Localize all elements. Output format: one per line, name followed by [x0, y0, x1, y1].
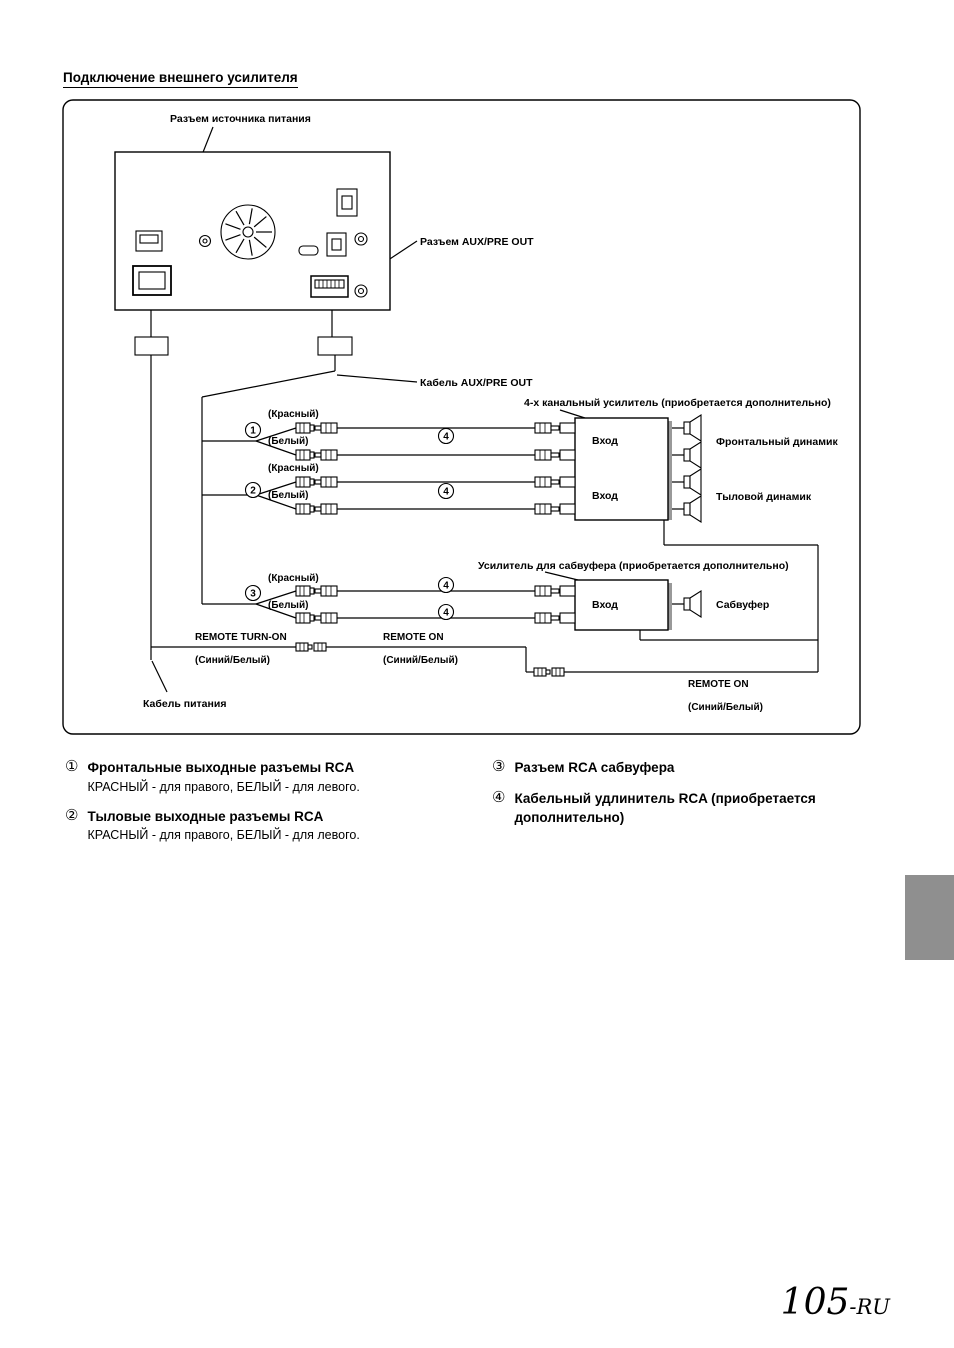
legend-desc-1: КРАСНЫЙ - для правого, БЕЛЫЙ - для левого. [87, 779, 360, 794]
input-label-sub: Вход [592, 599, 618, 611]
legend-left-column [65, 758, 475, 855]
white-label-sub: (Белый) [268, 600, 309, 611]
white-label-front: (Белый) [268, 436, 309, 447]
power-connector-label: Разъем источника питания [170, 113, 311, 125]
aux-cable-label: Кабель AUX/PRE OUT [420, 377, 533, 389]
legend-title-3: Разъем RCA сабвуфера [514, 760, 675, 775]
callout-2-number: 2 [250, 485, 256, 497]
callout-3-number: 3 [250, 588, 256, 600]
legend-number-1: ① [65, 758, 79, 775]
callout-4-number: 4 [443, 580, 449, 592]
page-number [781, 1282, 890, 1323]
callout-4-number: 4 [443, 431, 449, 443]
usb-connector [337, 189, 357, 216]
four-channel-amp-label: 4-х канальный усилитель (приобретается дополнительно) [524, 397, 831, 409]
callout-4-rear [439, 484, 454, 499]
four-channel-amplifier [575, 418, 672, 520]
mini-connector [299, 246, 318, 255]
callout-2 [246, 483, 261, 498]
fan-icon [221, 205, 275, 259]
rca-connectors [296, 423, 575, 623]
legend-number-3: ③ [492, 758, 506, 775]
legend-item-rear-rca [65, 807, 475, 845]
rear-speaker-label: Тыловой динамик [716, 491, 812, 503]
subwoofer-label: Сабвуфер [716, 599, 770, 611]
legend-number-2: ② [65, 806, 79, 824]
legend-desc-2: КРАСНЫЙ - для правого, БЕЛЫЙ - для левого. [87, 828, 360, 843]
head-unit [115, 152, 390, 310]
blue-white-label-right: (Синий/Белый) [688, 702, 763, 713]
input-label-rear: Вход [592, 490, 618, 502]
page-heading: Подключение внешнего усилителя [63, 70, 298, 88]
legend-title-2: Тыловые выходные разъемы RCA [87, 808, 324, 824]
front-speaker-label: Фронтальный динамик [716, 436, 838, 448]
red-label-front: (Красный) [268, 409, 319, 420]
page-number-suffix: -RU [849, 1295, 890, 1319]
power-cable-plug [135, 337, 168, 355]
sub-amp-label: Усилитель для сабвуфера (приобретается дополнительно) [478, 560, 789, 572]
remote-on-label-right: REMOTE ON [688, 679, 749, 690]
legend-title-1: Фронтальные выходные разъемы RCA [87, 760, 355, 775]
white-label-rear: (Белый) [268, 490, 309, 501]
callout-1-number: 1 [250, 425, 256, 437]
speaker-icons [684, 415, 701, 617]
square-connector [327, 233, 346, 256]
legend-item-sub-rca [492, 758, 884, 778]
red-label-rear: (Красный) [268, 463, 319, 474]
aux-connector-label: Разъем AUX/PRE OUT [420, 236, 534, 248]
callout-4-number: 4 [443, 607, 449, 619]
callout-3 [246, 586, 261, 601]
red-label-sub: (Красный) [268, 573, 319, 584]
subwoofer-amplifier [575, 580, 672, 630]
callout-4-sub-red [439, 578, 454, 593]
section-tab [905, 875, 954, 960]
remote-on-label-mid: REMOTE ON [383, 632, 444, 643]
blue-white-label-mid: (Синий/Белый) [383, 655, 458, 666]
callout-1 [246, 423, 261, 438]
callout-4-number: 4 [443, 486, 449, 498]
page-number-main: 105 [780, 1282, 850, 1323]
aux-cable-plug [318, 337, 352, 355]
legend-title-4: Кабельный удлинитель RCA (приобретается дополнительно) [514, 790, 816, 826]
antenna-connector [136, 231, 162, 251]
blue-white-label-left: (Синий/Белый) [195, 655, 270, 666]
power-connector [133, 266, 171, 295]
legend-right-column [492, 758, 884, 839]
legend-item-extension [492, 789, 884, 828]
legend-number-4: ④ [492, 788, 506, 806]
callout-4-sub-white [439, 605, 454, 620]
remote-turn-on-label: REMOTE TURN-ON [195, 632, 287, 643]
callout-4-front [439, 429, 454, 444]
power-cable-label: Кабель питания [143, 698, 227, 710]
aux-preout-connector [311, 276, 348, 297]
input-label-front: Вход [592, 435, 618, 447]
legend-item-front-rca [65, 758, 475, 796]
